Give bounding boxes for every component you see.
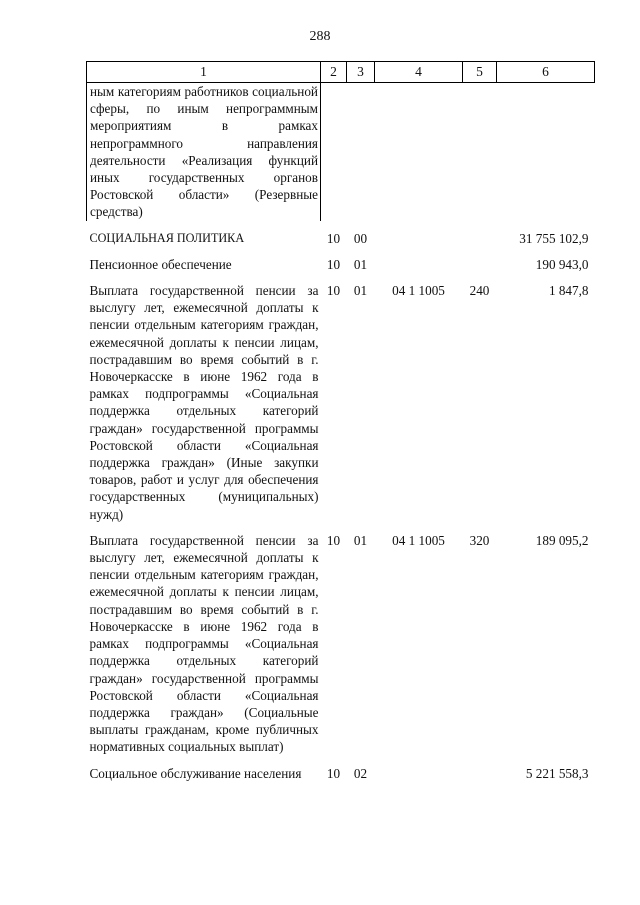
table-row <box>87 523 595 756</box>
table-row <box>87 273 595 523</box>
row-vr: 240 <box>469 283 490 299</box>
table-row <box>87 221 595 247</box>
column-header: 2 <box>321 62 347 83</box>
row-vr <box>463 756 497 782</box>
row-name: ным категориям работников социальной сферы, по иным непрограммным мероприятиям в рамках непрограммного направления деятельности «Реализация функций иных государственных органов Ростовской области» (Резервные средства) <box>87 83 321 221</box>
row-sum: 190 943,0 <box>535 256 589 272</box>
row-sum: 5 221 558,3 <box>525 765 589 781</box>
row-name: СОЦИАЛЬНАЯ ПОЛИТИКА <box>89 230 245 245</box>
row-name: Выплата государственной пенсии за выслугу лет, ежемесячной доплаты к пенсии отдельным категориям граждан, ежемесячной доплаты к пенсии лицам, пострадавшим во время событий в г. Новочеркасске в июне 1962 года в рамках подпрограммы «Социальная поддержка отдельных категорий граждан» государственной программы Ростовской области «Социальная поддержка граждан» (Социальные выплаты гражданам, кроме публичных нормативных социальных выплат) <box>89 532 319 755</box>
row-rz: 10 <box>326 230 341 246</box>
row-rz: 10 <box>326 256 341 272</box>
row-vr <box>463 83 497 221</box>
row-csr <box>375 83 463 221</box>
row-rz: 10 <box>326 532 341 548</box>
budget-table <box>86 61 595 782</box>
row-name: Пенсионное обеспечение <box>89 256 232 272</box>
row-name: Выплата государственной пенсии за выслугу лет, ежемесячной доплаты к пенсии отдельным категориям граждан, ежемесячной доплаты к пенсии лицам, пострадавшим во время событий в г. Новочеркасске в июне 1962 года в рамках подпрограммы «Социальная поддержка отдельных категорий граждан» государственной программы Ростовской области «Социальная поддержка граждан» (Иные закупки товаров, работ и услуг для обеспечения государственных (муниципальных) нужд) <box>89 283 319 522</box>
row-sum: 189 095,2 <box>535 532 589 548</box>
row-rz <box>321 83 347 221</box>
table-row <box>87 247 595 273</box>
row-name: Социальное обслуживание населения <box>89 765 302 781</box>
column-header: 3 <box>347 62 375 83</box>
column-header: 6 <box>497 62 595 83</box>
row-csr: 04 1 1005 <box>392 283 445 299</box>
page-number: 288 <box>309 29 331 44</box>
row-rz: 10 <box>326 765 341 781</box>
table-header-row <box>87 62 595 83</box>
row-sum: 31 755 102,9 <box>519 230 589 246</box>
row-pr: 01 <box>353 256 368 272</box>
row-csr <box>375 756 463 782</box>
row-pr: 02 <box>353 765 368 781</box>
row-pr <box>347 83 375 221</box>
column-header: 1 <box>87 62 321 83</box>
row-vr: 320 <box>469 532 490 548</box>
row-vr <box>463 247 497 273</box>
row-csr <box>375 221 463 247</box>
row-sum <box>497 83 595 221</box>
row-rz: 10 <box>326 283 341 299</box>
row-csr <box>375 247 463 273</box>
row-vr <box>463 221 497 247</box>
row-pr: 01 <box>353 532 368 548</box>
row-csr: 04 1 1005 <box>392 532 445 548</box>
row-pr: 01 <box>353 283 368 299</box>
table-row <box>87 756 595 782</box>
row-sum: 1 847,8 <box>548 283 589 299</box>
column-header: 5 <box>463 62 497 83</box>
column-header: 4 <box>375 62 463 83</box>
table-row <box>87 83 595 221</box>
row-pr: 00 <box>353 230 368 246</box>
